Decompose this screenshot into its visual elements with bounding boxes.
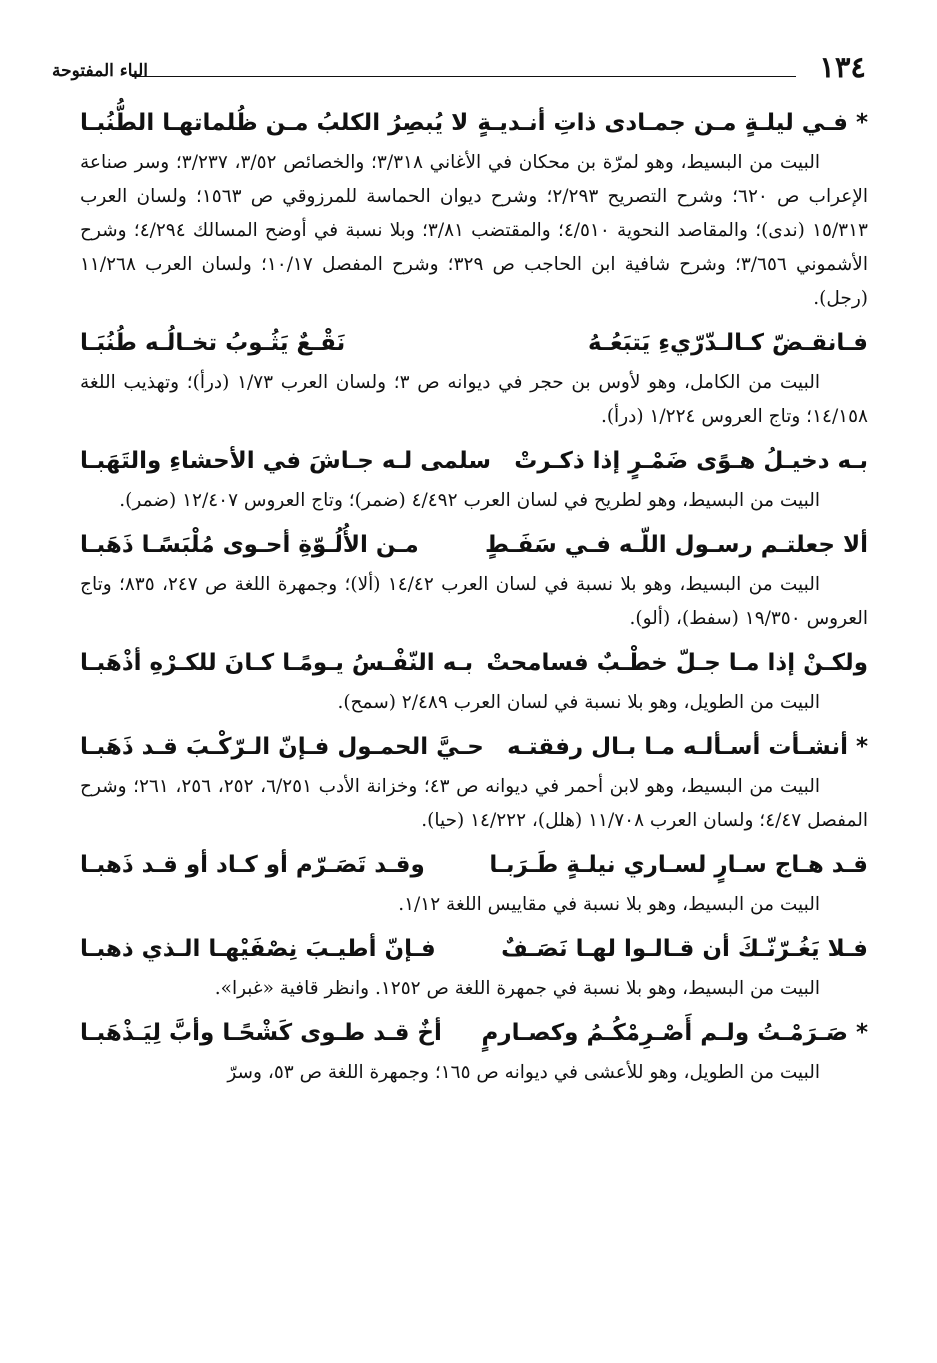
verse-commentary: البيت من البسيط، وهو بلا نسبة في جمهرة اللغة ص ١٢٥٢. وانظر قافية «غبرا». [214, 978, 820, 999]
verse-commentary: البيت من البسيط، وهو بلا نسبة في مقاييس اللغة ١/١٢. [398, 894, 820, 915]
first-hemistich: بـه دخيـلُ هـوًى ضَمْـرٍ إذا ذكـرتْ [514, 448, 868, 474]
verse-line [80, 842, 868, 888]
first-hemistich: صَـرَمْـتُ ولـم أَصْـرِمْكُـمُ وكصـارمٍ [481, 1020, 848, 1046]
verse-entry [80, 640, 868, 720]
page-header [52, 48, 866, 88]
verse-entries [80, 100, 868, 1094]
verse-entry [80, 320, 868, 434]
verse-entry [80, 1010, 868, 1090]
page-number: ١٣٤ [819, 50, 866, 84]
second-hemistich: مـن الأُلُـوّةِ أحـوى مُلْبَسًـا ذَهَبـا [80, 532, 419, 558]
first-hemistich: فـي ليلـةٍ مـن جمـادى ذاتِ أنـديـةٍ [477, 110, 848, 136]
verse-commentary: البيت من البسيط، وهو لطريح في لسان العرب ٤/٤٩٢ (ضمر)؛ وتاج العروس ١٢/٤٠٧ (ضمر). [119, 490, 820, 511]
star-marker: * [855, 734, 868, 760]
verse-line [80, 1010, 868, 1056]
star-marker: * [855, 1020, 868, 1046]
first-hemistich: أنشـأت أسـألـه مـا بـال رفقتـه [507, 734, 848, 760]
star-marker: * [855, 110, 868, 136]
first-hemistich: ألا جعلتـم رسـول اللّـه فـي سَفَـطٍ [485, 532, 868, 558]
verse-commentary: البيت من البسيط، وهو لمرّة بن محكان في الأغاني ٣/٣١٨؛ والخصائص ٣/٥٢، ٣/٢٣٧؛ وسر صناعة الإعراب ص ٦٢٠؛ وشرح التصريح ٢/٢٩٣؛ وشرح ديوان الحماسة للمرزوقي ص ١٥٦٣؛ ولسان العرب ١٥/٣١٣ (ندى)؛ والمقاصد النحوية ٤/٥١٠؛ والمقتضب ٣/٨١؛ وبلا نسبة في أوضح المسالك ٤/٢٩٤؛ وشرح الأشموني ٣/٦٥٦؛ وشرح شافية ابن الحاجب ص ٣٢٩؛ وشرح المفصل ١٠/١٧؛ ولسان العرب ١١/٢٦٨ (رجل). [80, 152, 869, 309]
verse-line [80, 640, 868, 686]
verse-commentary: البيت من الطويل، وهو للأعشى في ديوانه ص ١٦٥؛ وجمهرة اللغة ص ٥٣، وسرّ [227, 1062, 820, 1083]
first-hemistich: قـد هـاج سـارٍ لسـاري نيلـةٍ طَـرَبـا [489, 852, 868, 878]
verse-line [80, 438, 868, 484]
verse-entry [80, 438, 868, 518]
first-hemistich: فـلا يَغُـرّنّـكَ أن قـالـوا لهـا نَصَـفٌ [501, 936, 868, 962]
running-title: الباء المفتوحة [52, 61, 148, 81]
verse-line [80, 926, 868, 972]
verse-entry [80, 926, 868, 1006]
second-hemistich: لا يُبصِرُ الكلبُ مـن ظُلماتهـا الطُّنُبـا [80, 110, 469, 136]
second-hemistich: بـه النّفْـسُ يـومًـا كـانَ للكـرْهِ أذْهَبـا [80, 650, 474, 676]
second-hemistich: سلمى لـه جـاشَ في الأحشاءِ والتَهَبـا [80, 448, 491, 474]
header-rule [132, 76, 796, 77]
second-hemistich: فـإنّ أطيـبَ نِصْفَيْهـا الـذي ذهبـا [80, 936, 436, 962]
verse-commentary: البيت من البسيط، وهو بلا نسبة في لسان العرب ١٤/٤٢ (ألا)؛ وجمهرة اللغة ص ٢٤٧، ٨٣٥؛ وتاج العروس ١٩/٣٥٠ (سفط)، (ألو). [80, 574, 868, 629]
first-hemistich: فـانقـضّ كـالـدّرّيءِ يَتبَعُـهُ [588, 330, 868, 356]
verse-commentary: البيت من الطويل، وهو بلا نسبة في لسان العرب ٢/٤٨٩ (سمح). [337, 692, 820, 713]
second-hemistich: وقـد تَصَـرّم أو كـاد أو قـد ذَهبـا [80, 852, 425, 878]
verse-line [80, 320, 868, 366]
verse-entry [80, 842, 868, 922]
verse-commentary: البيت من الكامل، وهو لأوس بن حجر في ديوانه ص ٣؛ ولسان العرب ١/٧٣ (درأ)؛ وتهذيب اللغة ١٤/١٥٨؛ وتاج العروس ١/٢٢٤ (درأ). [80, 372, 868, 427]
first-hemistich: ولكـنْ إذا مـا جـلّ خطْـبٌ فسامحتْ [486, 650, 868, 676]
second-hemistich: حـيَّ الحمـول فـإنّ الـرّكْـبَ قـد ذَهَبـا [80, 734, 484, 760]
verse-line [80, 100, 868, 146]
verse-line [80, 522, 868, 568]
verse-line [80, 724, 868, 770]
second-hemistich: نَقْـعٌ يَثُـوبُ تخـالُـه طُنُبَـا [80, 330, 346, 356]
verse-entry [80, 522, 868, 636]
verse-entry [80, 724, 868, 838]
verse-commentary: البيت من البسيط، وهو لابن أحمر في ديوانه ص ٤٣؛ وخزانة الأدب ٦/٢٥١، ٢٥٢، ٢٥٦، ٢٦١؛ وشرح المفصل ٤/٤٧؛ ولسان العرب ١١/٧٠٨ (هلل)، ١٤/٢٢٢ (حيا). [80, 776, 868, 831]
verse-entry [80, 100, 868, 316]
second-hemistich: أخٌ قـد طـوى كَشْحًـا وأبَّ لِيَـذْهَبـا [80, 1020, 442, 1046]
